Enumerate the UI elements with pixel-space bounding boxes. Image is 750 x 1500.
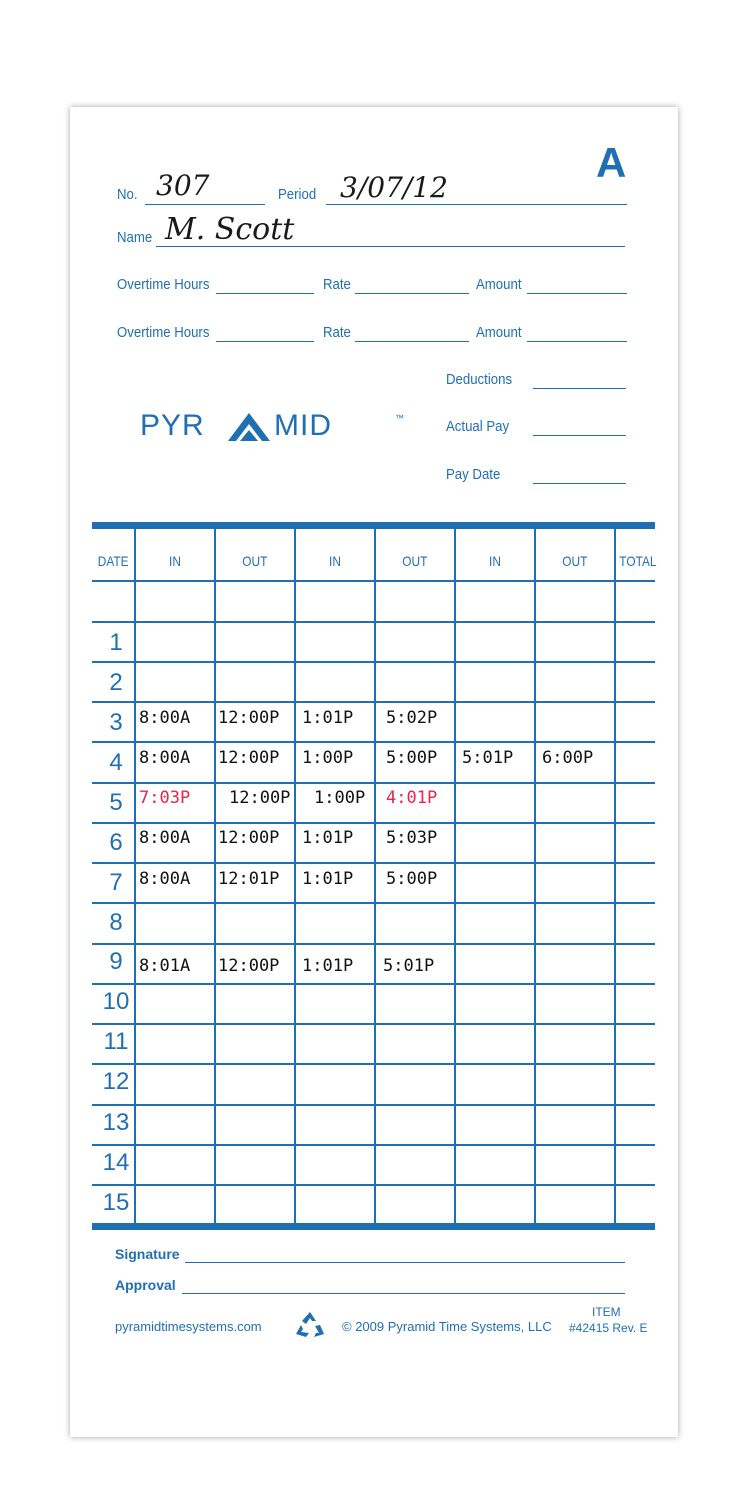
column-header — [296, 543, 374, 579]
card-letter: A — [596, 139, 627, 186]
column-header-label: IN — [489, 553, 501, 569]
punch-stamp: 5:01P — [383, 956, 435, 976]
item-label: ITEM — [592, 1305, 621, 1319]
rate-label-1: Rate — [323, 276, 351, 293]
rate-field-2[interactable] — [355, 341, 469, 342]
day-number: 9 — [109, 948, 123, 975]
punch-stamp: 12:00P — [218, 708, 280, 728]
punch-stamp: 1:01P — [302, 708, 354, 728]
column-divider — [454, 529, 456, 1223]
day-number: 12 — [102, 1068, 130, 1095]
approval-field[interactable] — [182, 1293, 625, 1294]
signature-label: Signature — [115, 1246, 180, 1262]
pyramid-triangle-icon — [226, 411, 272, 443]
column-header-label: OUT — [242, 553, 268, 569]
name-value[interactable]: M. Scott — [165, 212, 295, 247]
column-header — [376, 543, 454, 579]
time-card — [70, 107, 678, 1437]
day-number: 15 — [102, 1189, 130, 1216]
punch-stamp: 12:00P — [218, 748, 280, 768]
punch-stamp: 1:01P — [302, 828, 354, 848]
column-divider — [374, 529, 376, 1223]
approval-label: Approval — [115, 1277, 176, 1293]
overtime-hours-label-2: Overtime Hours — [117, 324, 210, 341]
day-number: 11 — [103, 1028, 129, 1055]
punch-stamp: 12:00P — [218, 828, 280, 848]
trademark-icon: ™ — [395, 413, 404, 423]
punch-stamp-late: 7:03P — [139, 788, 191, 808]
day-number: 3 — [109, 709, 123, 736]
period-underline — [326, 204, 627, 205]
table-bottom-border — [92, 1223, 655, 1230]
column-header-label: OUT — [562, 553, 588, 569]
column-header-label: OUT — [402, 553, 428, 569]
day-number: 10 — [102, 988, 130, 1015]
column-header — [216, 543, 294, 579]
column-header — [92, 543, 134, 579]
overtime-hours-field-2[interactable] — [216, 341, 314, 342]
actual-pay-label: Actual Pay — [446, 418, 510, 435]
punch-stamp: 5:01P — [462, 748, 514, 768]
day-number: 13 — [102, 1109, 130, 1136]
punch-stamp-early: 4:01P — [386, 788, 438, 808]
signature-field[interactable] — [185, 1262, 625, 1263]
column-header-label: IN — [329, 553, 341, 569]
rate-field-1[interactable] — [355, 293, 469, 294]
column-header-label: DATE — [97, 553, 129, 569]
website-link[interactable]: pyramidtimesystems.com — [115, 1319, 262, 1334]
column-header — [616, 543, 656, 579]
deductions-field[interactable] — [533, 388, 626, 389]
punch-stamp: 1:01P — [302, 869, 354, 889]
pyramid-logo — [140, 407, 410, 447]
column-divider — [294, 529, 296, 1223]
actual-pay-field[interactable] — [533, 435, 626, 436]
day-number: 4 — [109, 749, 123, 776]
pay-date-field[interactable] — [533, 483, 626, 484]
pay-date-label: Pay Date — [446, 466, 501, 483]
logo-text-left: PYR — [140, 409, 205, 442]
column-divider — [534, 529, 536, 1223]
name-label: Name — [117, 229, 153, 246]
punch-stamp: 8:01A — [139, 956, 191, 976]
copyright-text: © 2009 Pyramid Time Systems, LLC — [342, 1319, 552, 1334]
punch-stamp: 6:00P — [542, 748, 594, 768]
punch-stamp: 5:00P — [386, 869, 438, 889]
column-divider — [614, 529, 616, 1223]
column-header — [136, 543, 214, 579]
amount-label-1: Amount — [476, 276, 522, 293]
item-number: #42415 Rev. E — [569, 1321, 648, 1335]
day-number: 7 — [109, 869, 123, 896]
day-number: 6 — [109, 829, 123, 856]
punch-stamp: 5:00P — [386, 748, 438, 768]
rate-label-2: Rate — [323, 324, 351, 341]
day-number: 5 — [109, 789, 123, 816]
column-divider — [214, 529, 216, 1223]
punch-stamp: 8:00A — [139, 869, 191, 889]
column-header — [456, 543, 534, 579]
no-value[interactable]: 307 — [156, 169, 210, 202]
day-number: 8 — [109, 909, 123, 936]
punch-stamp: 8:00A — [139, 748, 191, 768]
day-number: 1 — [109, 629, 123, 656]
punch-stamp: 5:03P — [386, 828, 438, 848]
punch-stamp: 12:00P — [229, 788, 291, 808]
no-underline — [145, 204, 265, 205]
amount-label-2: Amount — [476, 324, 522, 341]
deductions-label: Deductions — [446, 371, 513, 388]
punch-stamp: 5:02P — [386, 708, 438, 728]
day-number: 2 — [109, 669, 123, 696]
no-label: No. — [117, 186, 138, 203]
logo-text-right: MID — [274, 409, 332, 442]
punch-stamp: 8:00A — [139, 708, 191, 728]
punch-stamp: 1:01P — [302, 956, 354, 976]
day-number: 14 — [102, 1149, 130, 1176]
punch-stamp: 12:01P — [218, 869, 280, 889]
overtime-hours-label-1: Overtime Hours — [117, 276, 210, 293]
period-label: Period — [278, 186, 317, 203]
punch-stamp: 1:00P — [302, 748, 354, 768]
punch-stamp: 1:00P — [314, 788, 366, 808]
punch-stamp: 12:00P — [218, 956, 280, 976]
table-top-border — [92, 522, 655, 529]
period-value[interactable]: 3/07/12 — [340, 171, 448, 204]
overtime-hours-field-1[interactable] — [216, 293, 314, 294]
amount-field-1[interactable] — [527, 293, 627, 294]
column-header — [536, 543, 614, 579]
amount-field-2[interactable] — [527, 341, 627, 342]
column-header-label: TOTAL — [619, 553, 657, 569]
punch-stamp: 8:00A — [139, 828, 191, 848]
column-header-label: IN — [169, 553, 181, 569]
recycle-icon — [293, 1310, 327, 1340]
